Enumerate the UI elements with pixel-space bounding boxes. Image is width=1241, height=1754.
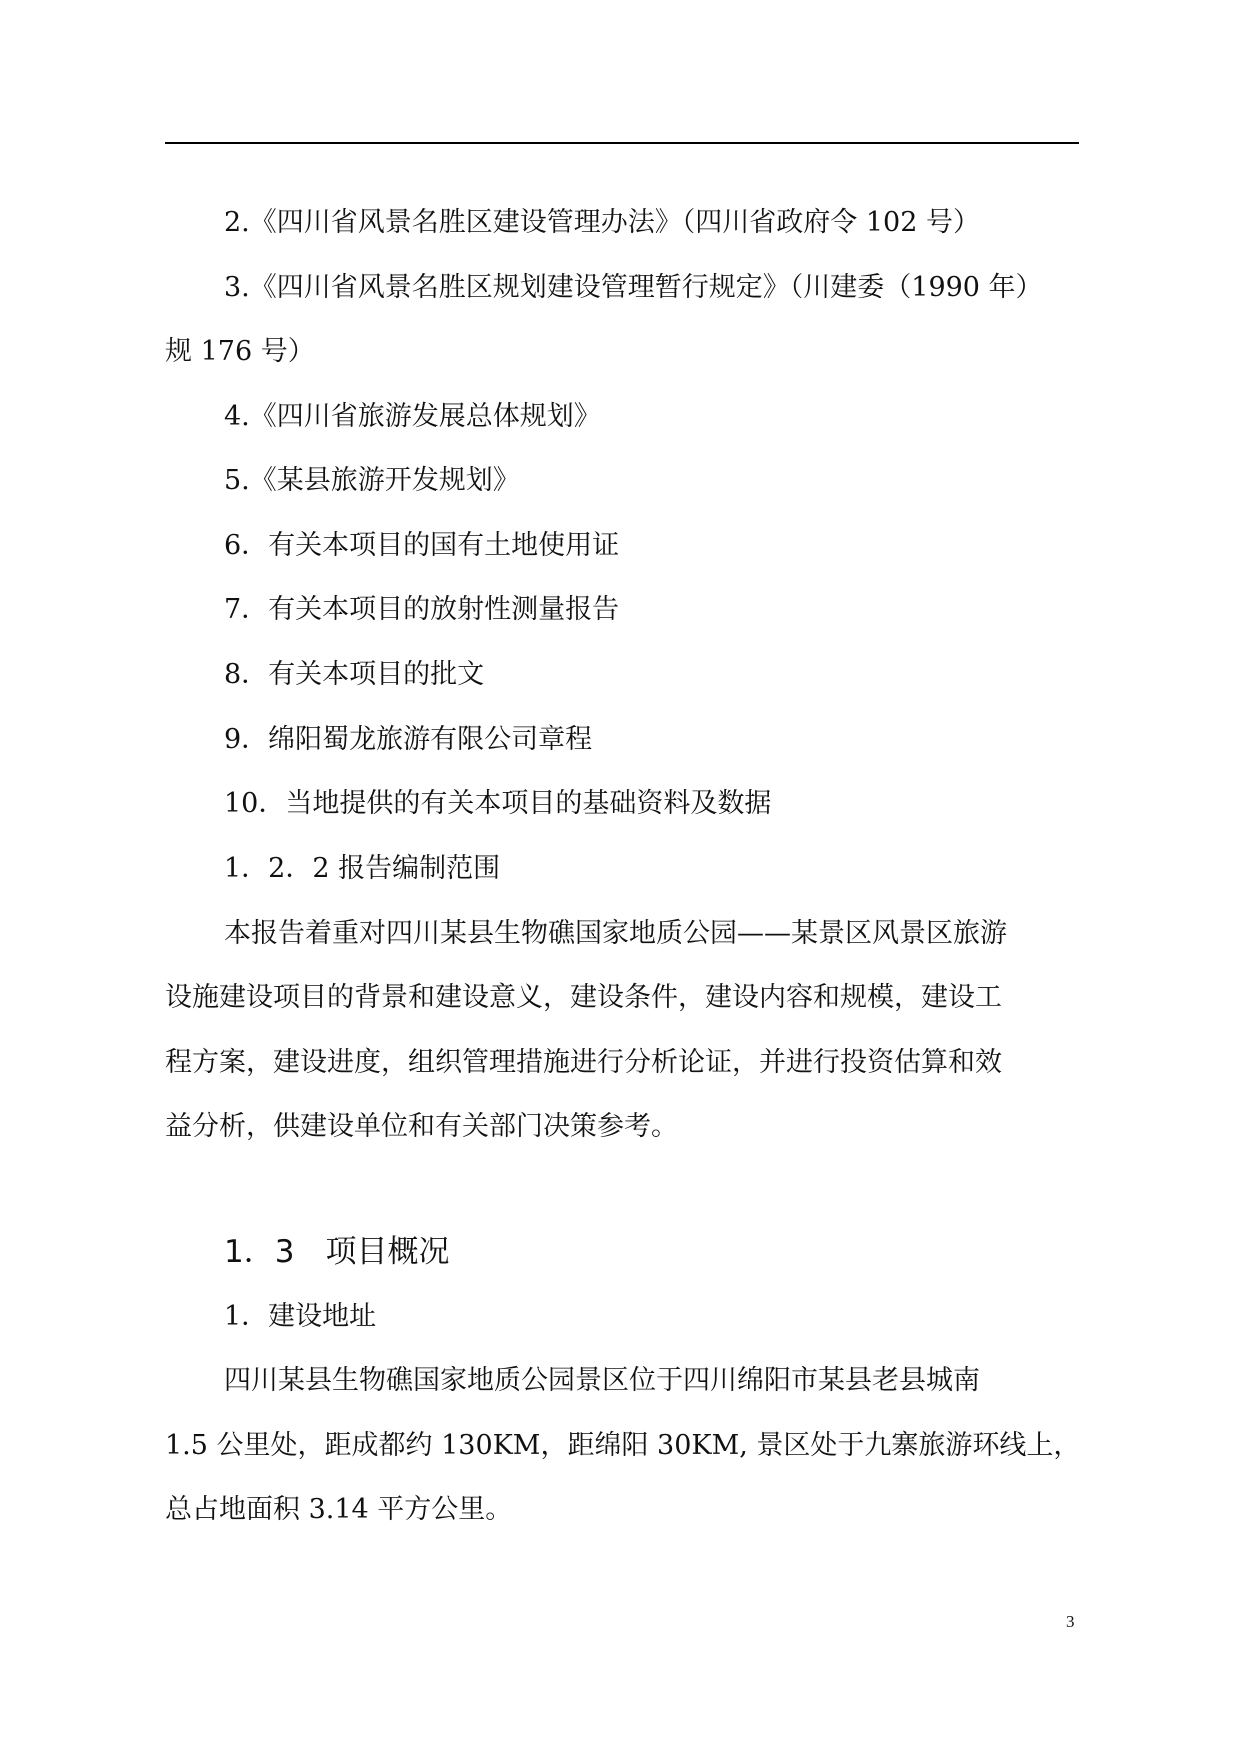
reference-item-10: 10．当地提供的有关本项目的基础资料及数据 (224, 788, 772, 819)
reference-item-4: 4.《四川省旅游发展总体规划》 (224, 401, 601, 432)
reference-item-7: 7．有关本项目的放射性测量报告 (224, 594, 620, 625)
overview-paragraph-line: 总占地面积 3.14 平方公里。 (165, 1494, 513, 1525)
header-rule (165, 142, 1079, 144)
overview-paragraph-line: 四川某县生物礁国家地质公园景区位于四川绵阳市某县老县城南 (224, 1365, 980, 1396)
reference-item-2: 2.《四川省风景名胜区建设管理办法》（四川省政府令 102 号） (224, 207, 980, 238)
scope-paragraph-line: 益分析，供建设单位和有关部门决策参考。 (165, 1111, 678, 1142)
overview-paragraph-line: 1.5 公里处，距成都约 130KM，距绵阳 30KM, 景区处于九寨旅游环线上， (165, 1430, 1081, 1461)
scope-paragraph-line: 程方案，建设进度，组织管理措施进行分析论证，并进行投资估算和效 (165, 1047, 1002, 1078)
page-number: 3 (1066, 1612, 1075, 1631)
reference-item-3-continuation: 规 176 号） (165, 336, 315, 367)
scope-paragraph-line: 本报告着重对四川某县生物礁国家地质公园——某景区风景区旅游 (224, 918, 1007, 949)
scope-subheading: 1．2．2 报告编制范围 (224, 853, 501, 884)
scope-paragraph-line: 设施建设项目的背景和建设意义，建设条件，建设内容和规模，建设工 (165, 982, 1002, 1013)
reference-item-9: 9．绵阳蜀龙旅游有限公司章程 (224, 724, 593, 755)
reference-item-6: 6．有关本项目的国有土地使用证 (224, 530, 620, 561)
section-heading: 1．3 项目概况 (224, 1234, 450, 1270)
overview-item-title: 1．建设地址 (224, 1301, 377, 1332)
reference-item-8: 8．有关本项目的批文 (224, 659, 485, 690)
reference-item-3: 3.《四川省风景名胜区规划建设管理暂行规定》（川建委（1990 年） (224, 272, 1043, 303)
reference-item-5: 5.《某县旅游开发规划》 (224, 465, 520, 496)
